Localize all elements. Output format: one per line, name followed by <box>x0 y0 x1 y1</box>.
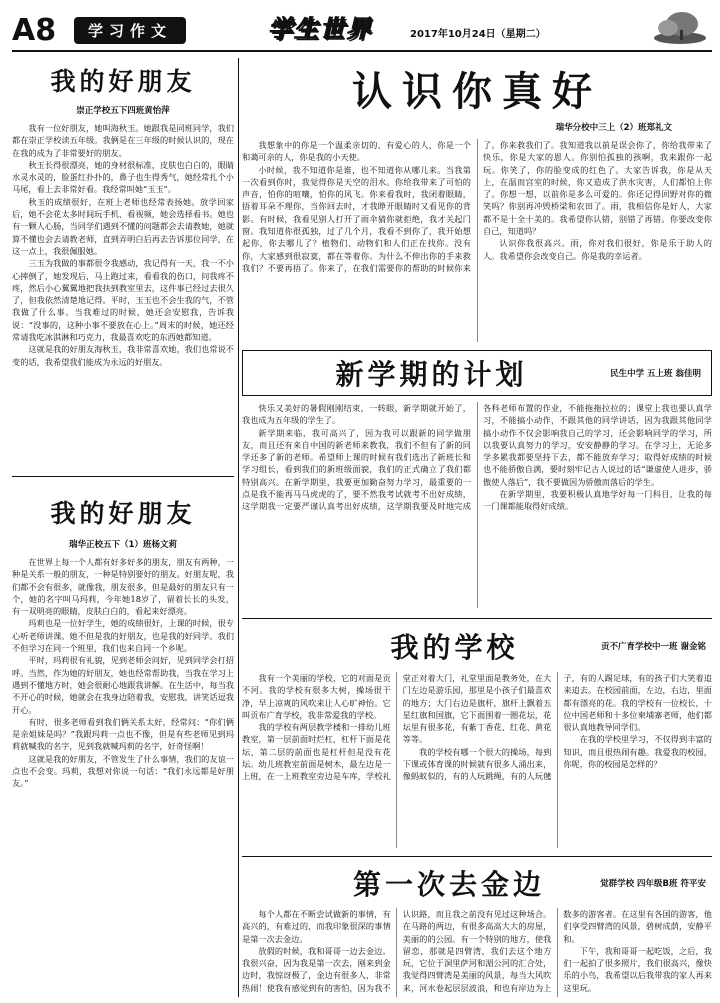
paragraph: 秋玉的成绩很好，在班上老师也经常表扬她。放学回家后，她不会花太多时间玩手机、看视频，她会选择看书。她也有一颗人心肠，当同学们遇到不懂的问题都会去请教她，她就算不懂也会去请教老师，直到弄明白后再去告诉那位同学，在这一点上，我很佩服她。 <box>12 196 234 256</box>
plant-decoration-icon <box>644 8 710 48</box>
article-byline: 民生中学 五上班 翁佳明 <box>610 369 701 379</box>
article-title: 我的好朋友 <box>50 67 196 96</box>
article-byline: 崇正学校五下四班黄怡萍 <box>76 106 170 116</box>
paragraph: 我有一位好朋友，她叫海秋玉。她跟我是同班同学，我们都在崇正学校读五年级。我俩是在三年级的时候认识的，现在在我的成为了非常要好的朋友。 <box>12 123 234 158</box>
article-byline: 瑞华分校中三上（2）班郑礼文 <box>555 123 672 133</box>
paragraph: 下午，我和哥哥一起吃饭，之后，我们一起拍了很多照片，我们很高兴，像快乐的小鸟，我希望以后我带我的家人再来这里玩。 <box>563 945 712 993</box>
paragraph: 每个人都在不断尝试做新的事情，有高兴的，有难过的，而我印象很深的事情是第一次去金边。 <box>242 909 391 944</box>
article-new-semester-plan <box>242 350 712 612</box>
article-byline: 觉群学校 四年级B班 符平安 <box>600 879 706 889</box>
paragraph: 我想象中的你是一个温柔亲切的、有爱心的人，你是一个和蔼可亲的人，你是我的小天使。 <box>242 140 471 163</box>
page-number: A8 <box>12 13 57 48</box>
article-title: 新学期的计划 <box>335 358 528 391</box>
article-title: 我的好朋友 <box>50 499 196 528</box>
paragraph: 我有一个美丽的学校，它的对面是贡不河。我的学校有很多大树，操场很干净，早上凉爽的风吹来让人心旷神怡。它叫贡布广育学校，我非常爱我的学校。 <box>242 673 391 720</box>
article-byline: 贡不广育学校中一班 谢金铭 <box>601 642 706 652</box>
column-divider <box>238 58 239 997</box>
article-first-trip-phnom-penh <box>242 862 712 997</box>
article-byline: 瑞华正校五下（1）班杨文莉 <box>69 540 177 550</box>
article-body <box>242 908 712 997</box>
paragraph: 这就是我的好朋友，不管发生了什么事情，我们的友谊一点也不会变。玛莉，我想对你说一句话：“我们永远都是好朋友。” <box>12 753 234 789</box>
article-title: 我的学校 <box>390 631 519 664</box>
title-banner <box>242 350 712 396</box>
page-header <box>12 6 712 52</box>
paragraph: 认识你我很高兴。雨，你对我们很好，你是乐于助人的人。我希望你会改变自己。你是我的幸运者。 <box>483 238 712 261</box>
article-body <box>242 402 712 608</box>
section-rule <box>242 856 712 857</box>
article-body <box>242 139 712 342</box>
paragraph: 有时，很多老师看到我们俩关系太好，经常问：“你们俩是亲姐妹是吗？”我跟玛莉一点也不像，但是有些老师见到玛莉就喊我的名字，见到我就喊玛莉的名字，好奇怪啊！ <box>12 716 234 752</box>
paragraph: 我的学校有两层教学楼和一排幼儿班教室，第一层前面时烂杠，杠杆下面是花坛，第二层的前面也是杠杆但是没有花坛。幼儿班教室前面是树木，最左边是一上班，在一上班教室旁边是车库，学校礼堂正对着大门，礼堂里面是教务处，在大门左边是游乐园，那里是小孩子们最喜欢的地方；大门右边是旗杆，旗杆上飘着五星红旗和国旗，它下面围着一圈花坛，花坛里有很多花，有紫丁香花、红花、黄花等等。 <box>242 673 552 782</box>
masthead-title: 学生世界 <box>268 15 373 43</box>
paragraph: 在世界上每一个人都有好多好多的朋友，朋友有两种，一种是关系一般的朋友，一种是特别要好的朋友。好朋友呢，我们都不会有很多，就像我，朋友很多，但是最好的朋友只有一个，她的名字叫马玛莉，今年她18岁了，留着长长的头发，有一双明亮的眼睛，皮肤白白的，看起来好漂亮。 <box>12 557 234 617</box>
section-rule <box>12 476 234 477</box>
article-body <box>242 672 712 848</box>
article-body <box>12 556 234 790</box>
article-my-school <box>242 624 712 850</box>
paragraph: 这就是我的好朋友海秋玉，我非常喜欢她，我们也常说不变的话，我希望我们能成为永远的好朋友。 <box>12 344 234 367</box>
paragraph: 秋玉长得很漂亮，她的身材很标准，皮肤也白白的，眼睛水灵水灵的，脸蛋红扑扑的，鼻子也生得秀气，她经常扎个小马尾，看上去非常好看。我经常叫她“玉玉”。 <box>12 159 234 195</box>
paragraph: 我的学校有哪一个很大的操场，每到下课或体育课的时候就有很多人涌出来，像蚂蚁似的，有的人玩跳绳，有的人玩毽子，有的人踢足球，有的孩子们大笑着追来追去。在校园前面，左边，右边，里面都有漂亮的花。我的学校有一位校长，十位中国老师和十多位柬埔寨老师，他们都很认真地教导同学们。 <box>402 673 712 782</box>
paragraph: 快乐又美好的暑假刚刚结束，一转眼，新学期就开始了，我也成为五年级的学生了。 <box>242 403 471 426</box>
article-my-good-friend-2 <box>12 486 234 997</box>
article-nice-to-know-you <box>242 58 712 342</box>
paragraph: 在新学期里，我要积极认真地学好每一门科目，让我的每一门课都能取得好成绩。 <box>483 489 712 512</box>
section-rule <box>242 618 712 619</box>
paragraph: 三玉为我做的事都很令我感动，我记得有一天，我一不小心摔倒了，她发现后，马上跑过来，看看我的伤口，问我疼不疼，然后小心翼翼地把我扶到教室里去，这件事已经过去很久了，但我依然清楚地记得。平时，玉玉也不会生我的气，不管我做了什么事。当我难过的时候，她还会安慰我，告诉我说：“没事的，这种小事不要放在心上。”周末的时候，她还经常请我吃冰淇淋和巧克力，我最喜欢吃的东西她都知道。 <box>12 258 234 343</box>
paragraph: 玛莉也是一位好学生，她的成绩很好，上课的时候，很专心听老师讲课。她不但是我的好朋友，也是我的好同学。我们不但学习在同一个班里，我们也来自同一个乡呢。 <box>12 618 234 654</box>
section-label: 学习作文 <box>74 17 186 44</box>
paragraph: 小时候，我不知道你是谁，也不知道你从哪儿来。当我第一次看到你时，我觉得你是天空的泪水。你给我带来了可怕的声音，怕你的喧嚷，怕你的风飞。你来看我时，我闭着眼睛，捂着耳朵不理你，当你回去时，才我睁开眼睛时又看见你的背影。有时候，我看见别人打开了雨伞猜你就拒绝，我才关起门窗。我知道你很孤独，过了几个月，我看不到你了，我开始想起你，你去哪儿了？植物们、动物们和人们正在找你。没有你，大家感到很寂寞，都在等着你。为什么不伸出你的手来救我们？不要再捂了。你来了，在我们需要你的帮助的时候你来了。你来救我们了。我知道我以前是误会你了，你给我带来了快乐，你是大家的恩人。你别怕孤独的孩啊，我来跟你一起玩。你笑了，你的脸变成的红色了。大家告诉我，你是从天上，在温而宫室的时候，你又造成了洪水灾害，人们都怕上你了。你想一想，以前你是多么可爱的。你还记得回野对你的微笑吗？你别再冲毁桥梁和农田了。雨，我相信你是好人，大家都不是十全十美的。我希望你认错，别错了再错。你要改变你自己，知道吗？ <box>242 140 712 273</box>
article-body <box>12 122 234 368</box>
article-title: 第一次去金边 <box>353 868 546 901</box>
article-title: 认识你真好 <box>352 68 602 115</box>
paragraph: 在我的学校里学习，不仅得到丰富的知识，而且很热闹有趣。我爱我的校园，你呢，你的校园是怎样的？ <box>563 734 712 770</box>
paragraph: 平时，玛莉很有礼貌，见到老师会问好，见到同学会打招呼。当然，作为她的好朋友，她也经常帮助我，当我在学习上遇到不懂地方时，她会很耐心地跟我讲解。在生活中，每当我不开心的时候，她就会在我身边陪着我，安慰我，讲笑话逗我开心。 <box>12 655 234 715</box>
article-my-good-friend-1 <box>12 58 234 466</box>
paragraph: 放假的时候，我和哥哥一边去金边。我很兴奋，因为我是第一次去，刚来到金边时，我惊讶极了，金边有很多人，非常热闹！使我有感觉到有的害怕，因为我不认识路，而且我之前没有见过这种场合。在马路的两边，有很多高高大大的房屋，美丽的的公园。有一个特别的地方，使我留恋，那就是四臂湾，我们去这个地方玩，它位于洞里萨河和湄公河的汇合处，我觉得四臂湾是美丽的风景，每当大风吹来，河水卷起层层波浪，和也有岸边为上数多的游客者。在这里有各国的游客，他们享受四臂湾的风景，碧树成荫，安静平和。 <box>242 909 712 993</box>
paragraph: 新学期来临，我可高兴了，因为我可以跟新的同学做朋友，而且还有来自中国的新老师来教我，我们不但有了新的同学还多了新的老师。希望师上课的时候有我们选出了新班长和学习组长，看到我们的新班级面貌，我们的正式确立了我们都特别高兴。在新学期里，我要更加勤奋努力学习，最重要的一点是我不能再马马虎虎的了，要不然我考试就考不出好成绩，这学期我一定要严谨认真考出好成绩，这学期我要及时地完成各科老师布置的作业，不能拖拖拉拉的；课堂上我也要认真学习，不能搞小动作，不跟其他的同学讲话，因为我跟其他同学搞小动作不仅会影响我自己的学习，还会影响同学的学习，所以我要认真努力的学习，安安静静的学习。在学习上，无论多学多累我都要坚持下去，都不能放弃学习；取得好成绩的时候也不能骄傲自满，要时刻牢记古人说过的话“谦虚使人进步，骄傲使人落后”，我不要做因为骄傲而落后的学生。 <box>242 403 712 512</box>
issue-date: 2017年10月24日（星期二） <box>410 29 546 40</box>
